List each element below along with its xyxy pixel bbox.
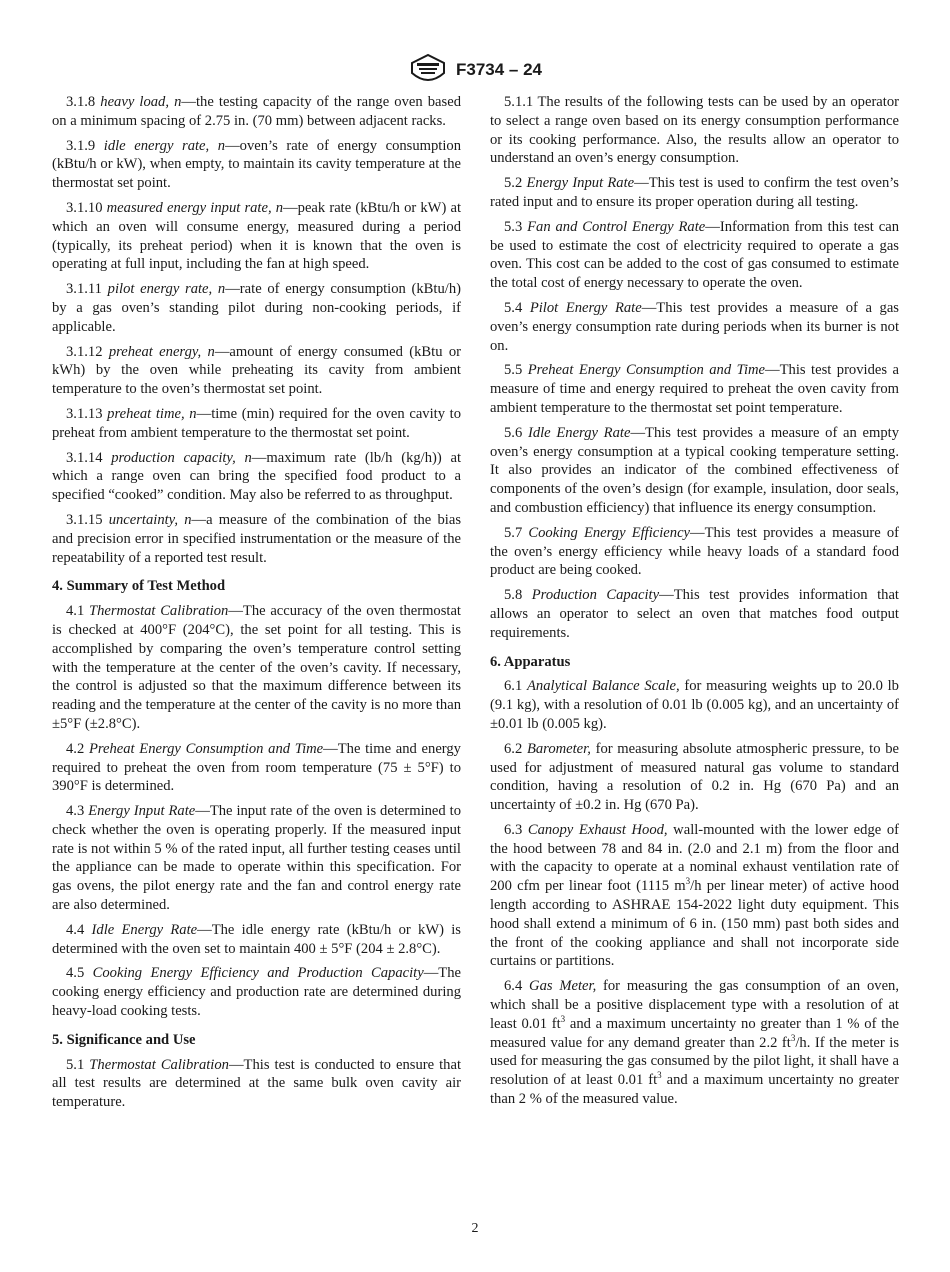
paragraph-5-7: 5.7 Cooking Energy Efficiency—This test provides a measure of the oven’s energy efficiency while heavy loads of a standard food product are being cooked. <box>490 524 899 579</box>
paragraph-5-5: 5.5 Preheat Energy Consumption and Time—This test provides a measure of time and energy required to preheat the oven cavity from ambient temperature to the thermostat set point temperature. <box>490 362 899 416</box>
paragraph-3-1-14: 3.1.14 production capacity, n—maximum rate (lb/h (kg/h)) at which a range oven can bring the specified food product to a specified “cooked” condition. May also be referred to as throughput. <box>52 449 462 504</box>
paragraph-6-1: 6.1 Analytical Balance Scale, for measuring weights up to 20.0 lb (9.1 kg), with a resolution of 0.01 lb (0.005 kg), and an uncertainty of ±0.01 lb (0.005 kg). <box>490 678 899 732</box>
page-header <box>0 50 950 90</box>
astm-logo <box>408 53 448 87</box>
paragraph-6-3: 6.3 Canopy Exhaust Hood, wall-mounted with the lower edge of the hood between 78 and 84 in. (2.0 and 2.1 m) from the floor and with the capacity to operate at a nominal exhaust ventilation rate of 200 cfm per linear foot (1115 $m^3/h$ per linear meter) of active hood length according to ASHRAE 154-2022 light duty equipment. This hood shall extend a minimum of 6 in. (150 mm) past both sides and the front of the cooking appliance and shall not incorporate side curtains or partitions. <box>490 821 899 970</box>
section-heading-5: 5. Significance and Use <box>52 1031 196 1048</box>
paragraph-6-2: 6.2 Barometer, for measuring absolute atmospheric pressure, to be used for adjustment of measured natural gas volume to standard condition, having a resolution of 0.2 in. Hg (670 Pa) and an uncertainty of ±0.2 in. Hg (670 Pa). <box>490 740 899 814</box>
paragraph-4-4: 4.4 Idle Energy Rate—The idle energy rate (kBtu/h or kW) is determined with the oven set to maintain 400 ± 5°F (204 ± 2.8°C). <box>52 921 461 957</box>
standard-designation: F3734 – 24 <box>455 60 542 79</box>
paragraph-5-8: 5.8 Production Capacity—This test provides information that allows an operator to select an oven that matches food output requirements. <box>490 587 899 641</box>
paragraph-3-1-8: 3.1.8 heavy load, n—the testing capacity of the range oven based on a minimum spacing of 2.75 in. (70 mm) between adjacent racks. <box>52 94 461 129</box>
page-number: 2 <box>471 1221 479 1236</box>
paragraph-4-2: 4.2 Preheat Energy Consumption and Time—The time and energy required to preheat the oven from room temperature (75 ± 5°F) to 390°F is determined. <box>52 740 461 795</box>
paragraph-5-2: 5.2 Energy Input Rate—This test is used to confirm the test oven’s rated input and to ensure its proper operation during all testing. <box>490 175 899 210</box>
section-heading-4: 4. Summary of Test Method <box>52 578 226 595</box>
paragraph-5-1: 5.1 Thermostat Calibration—This test is conducted to ensure that all test results are determined at the same bulk oven cavity air temperature. <box>52 1056 461 1111</box>
paragraph-3-1-10: 3.1.10 measured energy input rate, n—peak rate (kBtu/h or kW) at which an oven will consume energy, measured during a period (typically, its preheat period) when it is known that the oven is operating at full input, including the fan at high speed. <box>52 199 461 273</box>
paragraph-5-4: 5.4 Pilot Energy Rate—This test provides a measure of a gas oven’s energy consumption rate during periods when its burner is not on. <box>490 299 899 354</box>
paragraph-5-1-1: 5.1.1 The results of the following tests can be used by an operator to select a range oven based on its energy consumption performance or its cooking performance. Also, the results allow an operator to understand an oven’s energy consumption. <box>490 94 899 167</box>
paragraph-4-1: 4.1 Thermostat Calibration—The accuracy of the oven thermostat is checked at 400°F (204°C), the set point for all testing. This is accomplished by comparing the oven’s temperature control setting with the temperature at the center of the oven’s cavity. If necessary, the control is adjusted so that the maximum difference between its reading and the temperature at the center of the cavity is no more than ±5°F (±2.8°C). <box>52 603 461 732</box>
paragraph-3-1-13: 3.1.13 preheat time, n—time (min) required for the oven cavity to preheat from ambient temperature to the thermostat set point. <box>52 405 462 441</box>
paragraph-3-1-15: 3.1.15 uncertainty, n—a measure of the combination of the bias and precision error in specified instrumentation or the measure of the repeatability of a reported test result. <box>52 511 461 566</box>
paragraph-3-1-9: 3.1.9 idle energy rate, n—oven’s rate of energy consumption (kBtu/h or kW), when empty, to maintain its cavity temperature at the thermostat set point. <box>52 137 461 192</box>
paragraph-3-1-12: 3.1.12 preheat energy, n—amount of energy consumed (kBtu or kWh) by the oven while preheating its cavity from ambient temperature to the oven’s thermostat set point. <box>52 343 461 398</box>
paragraph-5-6: 5.6 Idle Energy Rate—This test provides a measure of an empty oven’s energy consumption at a typical cooking temperature setting. It also provides an indicator of the combined effectiveness of components of the oven’s design (for example, insulation, door seals, and combustion efficiency) that influence its energy consumption. <box>490 424 899 516</box>
right-column <box>490 93 899 1115</box>
left-column <box>52 93 461 1118</box>
paragraph-4-5: 4.5 Cooking Energy Efficiency and Production Capacity—The cooking energy efficiency and production rate are determined during heavy-load cooking tests. <box>52 965 461 1020</box>
paragraph-3-1-11: 3.1.11 pilot energy rate, n—rate of energy consumption (kBtu/h) by a gas oven’s standing pilot during non-cooking periods, if applicable. <box>52 281 461 335</box>
section-heading-6: 6. Apparatus <box>490 653 571 670</box>
paragraph-5-3: 5.3 Fan and Control Energy Rate—Information from this test can be used to estimate the cost of electricity required to operate a gas oven. This cost can be added to the cost of gas consumed to estimate the total cost of energy necessary to operate the oven. <box>490 218 899 292</box>
paragraph-4-3: 4.3 Energy Input Rate—The input rate of the oven is determined to check whether the oven is operating properly. If the measured input rate is not within 5 % of the rated input, all further testing ceases until the appliance can be made to operate within this specification. For gas ovens, the pilot energy rate and the fan and control energy rate are also determined. <box>52 803 461 914</box>
paragraph-6-4: 6.4 Gas Meter, for measuring the gas consumption of an oven, which shall be a positive displacement type with a resolution of at least 0.01 $ft^3$ and a maximum uncertainty no greater than 1 % of the measured value for any demand greater than 2.2 $ft^3/h$. If the meter is used for measuring the gas consumed by the pilot light, it shall have a resolution of at least 0.01 $ft^3$ and a maximum uncertainty no greater than 2 % of the measured value. <box>490 978 899 1108</box>
